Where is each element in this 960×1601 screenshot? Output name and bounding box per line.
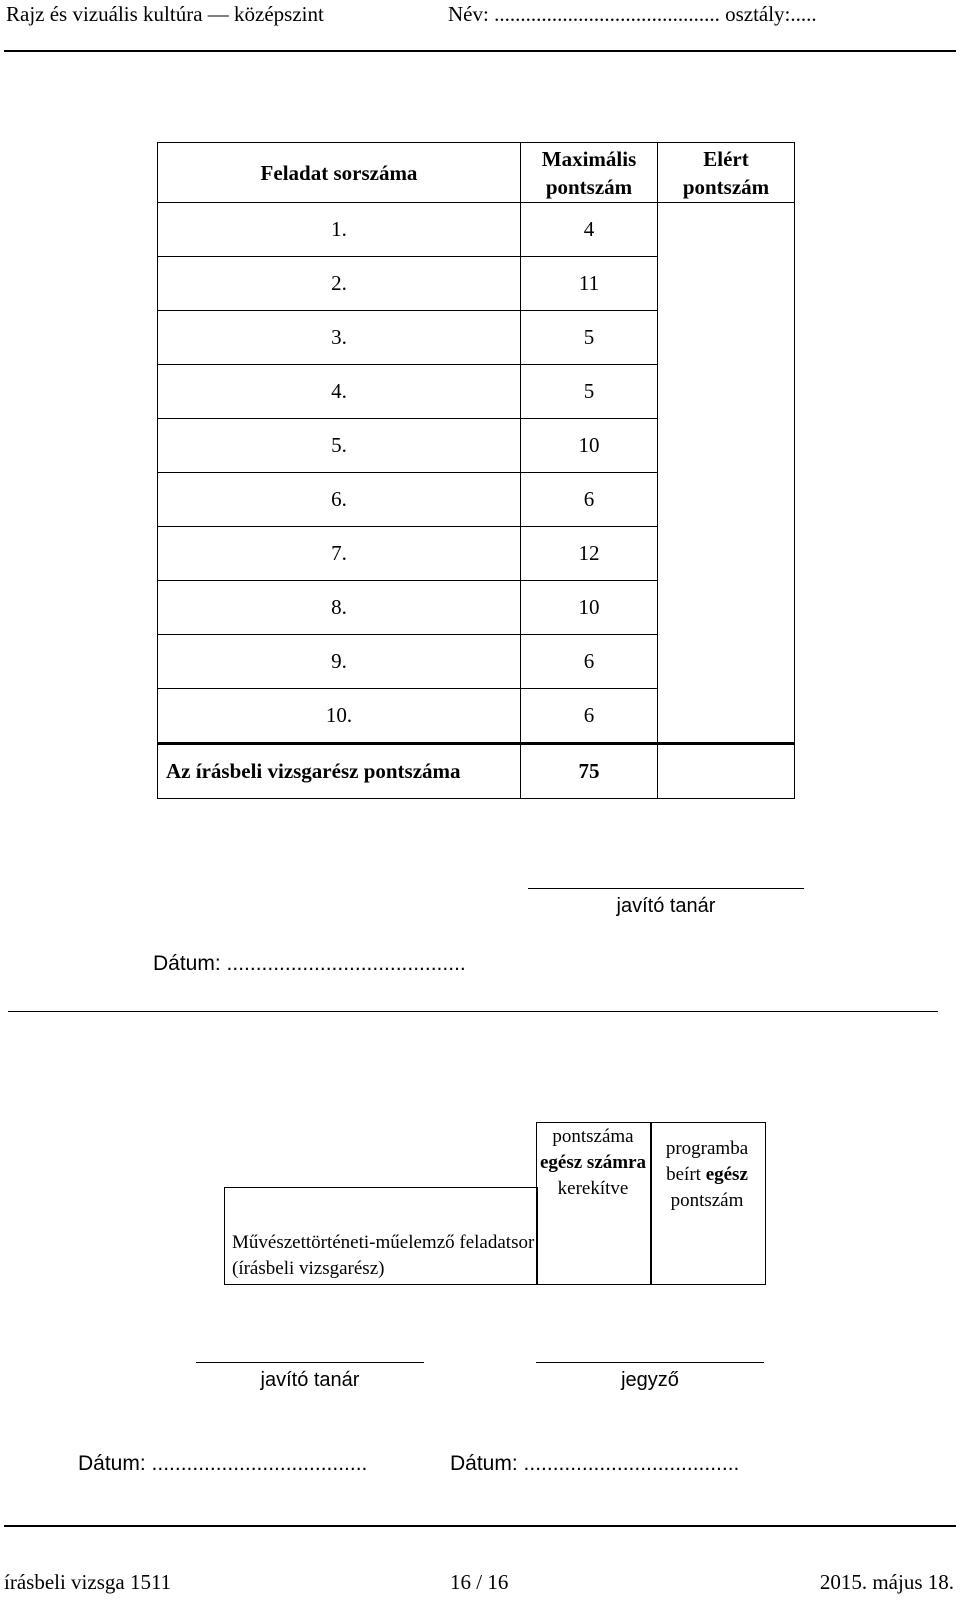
header-subject: Rajz és vizuális kultúra — középszint bbox=[6, 2, 324, 26]
rounded-score-text: pontszáma bbox=[552, 1126, 634, 1147]
rounded-score-bold: egész számra bbox=[539, 1152, 647, 1173]
footer-date: 2015. május 18. bbox=[819, 1570, 954, 1594]
page-header bbox=[0, 0, 960, 50]
task-number: 1. bbox=[158, 203, 521, 257]
task-number: 5. bbox=[158, 419, 521, 473]
signature-label-teacher: javító tanár bbox=[616, 895, 716, 917]
header-rule bbox=[4, 50, 956, 52]
signature-line-teacher bbox=[528, 888, 804, 889]
max-score: 6 bbox=[521, 689, 658, 744]
signature-line-notary bbox=[536, 1362, 764, 1363]
task-number: 7. bbox=[158, 527, 521, 581]
max-score: 5 bbox=[521, 365, 658, 419]
date-field[interactable]: Dátum: ......................................... bbox=[153, 952, 466, 975]
header-achieved-score: Elért pontszám bbox=[658, 143, 795, 203]
total-max-score: 75 bbox=[521, 744, 658, 799]
task-number: 2. bbox=[158, 257, 521, 311]
rounded-score-text-2: kerekítve bbox=[557, 1178, 629, 1199]
section-divider bbox=[8, 1011, 938, 1012]
task-number: 10. bbox=[158, 689, 521, 744]
program-score-text-2: pontszám bbox=[670, 1190, 744, 1211]
date-field-teacher[interactable]: Dátum: ..................................... bbox=[78, 1452, 368, 1475]
max-score: 11 bbox=[521, 257, 658, 311]
score-table-header-row bbox=[158, 143, 795, 203]
total-label: Az írásbeli vizsgarész pontszáma bbox=[158, 744, 521, 799]
signature-label-teacher-2: javító tanár bbox=[260, 1369, 360, 1391]
task-number: 3. bbox=[158, 311, 521, 365]
footer-page-number: 16 / 16 bbox=[450, 1570, 509, 1594]
max-score: 6 bbox=[521, 473, 658, 527]
signature-label-notary: jegyző bbox=[621, 1369, 679, 1391]
program-score-bold: egész bbox=[705, 1164, 748, 1185]
footer-rule bbox=[4, 1525, 956, 1527]
max-score: 10 bbox=[521, 581, 658, 635]
footer-exam-code: írásbeli vizsga 1511 bbox=[4, 1570, 172, 1594]
max-score: 6 bbox=[521, 635, 658, 689]
max-score: 4 bbox=[521, 203, 658, 257]
task-number: 9. bbox=[158, 635, 521, 689]
max-score: 12 bbox=[521, 527, 658, 581]
header-name-class: Név: ........................................... osztály:..... bbox=[448, 2, 817, 26]
task-number: 4. bbox=[158, 365, 521, 419]
score-table bbox=[157, 142, 795, 799]
table-row bbox=[158, 203, 795, 257]
summary-label: Művészettörténeti-műelemző feladatsor (írásbeli vizsgarész) bbox=[232, 1232, 535, 1279]
header-task-number: Feladat sorszáma bbox=[158, 143, 521, 203]
max-score: 5 bbox=[521, 311, 658, 365]
task-number: 8. bbox=[158, 581, 521, 635]
program-score-text: programba beírt bbox=[665, 1138, 749, 1185]
signature-line-teacher-2 bbox=[196, 1362, 424, 1363]
max-score: 10 bbox=[521, 419, 658, 473]
total-achieved-cell[interactable] bbox=[658, 744, 795, 799]
task-number: 6. bbox=[158, 473, 521, 527]
date-field-notary[interactable]: Dátum: ..................................... bbox=[450, 1452, 740, 1475]
header-max-score: Maximális pontszám bbox=[521, 143, 658, 203]
achieved-score-cell[interactable] bbox=[658, 203, 795, 744]
program-score-header bbox=[650, 1136, 764, 1214]
rounded-score-header bbox=[536, 1124, 650, 1202]
total-row bbox=[158, 744, 795, 799]
